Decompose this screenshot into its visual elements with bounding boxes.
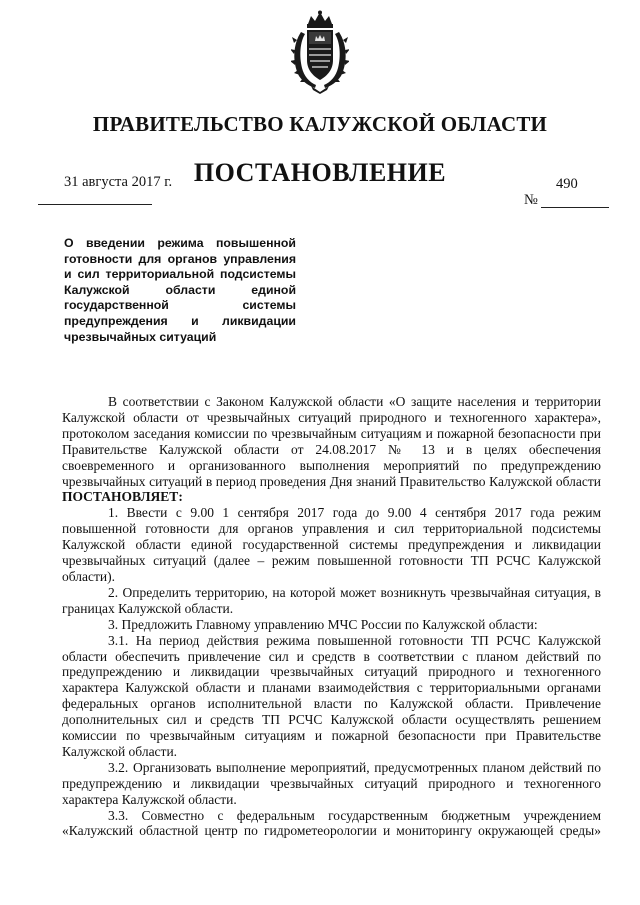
paragraph-3-2: 3.2. Организовать выполнение мероприятий, предусмотренных планом действий по предупреждению и ликвидации чрезвычайных ситуаций природного и техногенного характера Калужской области. <box>62 759 601 807</box>
paragraph-2: 2. Определить территорию, на которой может возникнуть чрезвычайная ситуация, в границах Калужской области. <box>62 584 601 616</box>
preamble-text: В соответствии с Законом Калужской области «О защите населения и территории Калужской области от чрезвычайных ситуаций природного и техногенного характера», протоколом заседания комиссии по чрезвычайным ситуациям и пожарной безопасности при Правительстве Калужской области от 24.08.2017 № 13 и в целях обеспечения своевременного и организованного выполнения мероприятий по предупреждению чрезвычайных ситуаций в период проведения Дня знаний Правительство Калужской области <box>62 394 601 489</box>
paragraph-3-3: 3.3. Совместно с федеральным государственным бюджетным учреждением «Калужский областной центр по гидрометеорологии и мониторингу окружающей среды» <box>62 807 601 839</box>
preamble-paragraph <box>62 394 601 505</box>
paragraph-1: 1. Ввести с 9.00 1 сентября 2017 года до 9.00 4 сентября 2017 года режим повышенной готовности для органов управления и сил территориальной подсистемы Калужской области единой государственной системы предупреждения и ликвидации чрезвычайных ситуаций (далее – режим повышенной готовности ТП РСЧС Калужской области). <box>62 505 601 584</box>
document-subject: О введении режима повышенной готовности для органов управления и сил территориальной подсистемы Калужской области единой государственной системы предупреждения и ликвидации чрезвычайных ситуаций <box>64 236 296 344</box>
number-sign: № <box>524 192 538 208</box>
coat-of-arms-icon <box>291 10 349 94</box>
number-underline <box>541 207 609 208</box>
document-date: 31 августа 2017 г. <box>64 174 173 190</box>
document-number: 490 <box>556 176 578 192</box>
government-title: ПРАВИТЕЛЬСТВО КАЛУЖСКОЙ ОБЛАСТИ <box>92 112 548 136</box>
resolves-colon: : <box>178 489 183 505</box>
document-body <box>62 394 601 839</box>
paragraph-3: 3. Предложить Главному управлению МЧС России по Калужской области: <box>108 616 538 632</box>
paragraph-3-1: 3.1. На период действия режима повышенной готовности ТП РСЧС Калужской области обеспечить привлечение сил и средств в соответствии с планом действий по предупреждению и ликвидации чрезвычайных ситуаций природного и техногенного характера Калужской области и планами взаимодействия с территориальными органами федеральных органов исполнительной власти по Калужской области. Привлечение дополнительных сил и средств ТП РСЧС Калужской области осуществлять решением комиссии по чрезвычайным ситуациям и пожарной безопасности при Правительстве Калужской области. <box>62 632 601 759</box>
document-type-heading: ПОСТАНОВЛЕНИЕ <box>193 158 447 187</box>
date-underline <box>38 204 152 205</box>
resolves-keyword: ПОСТАНОВЛЯЕТ <box>62 489 179 505</box>
